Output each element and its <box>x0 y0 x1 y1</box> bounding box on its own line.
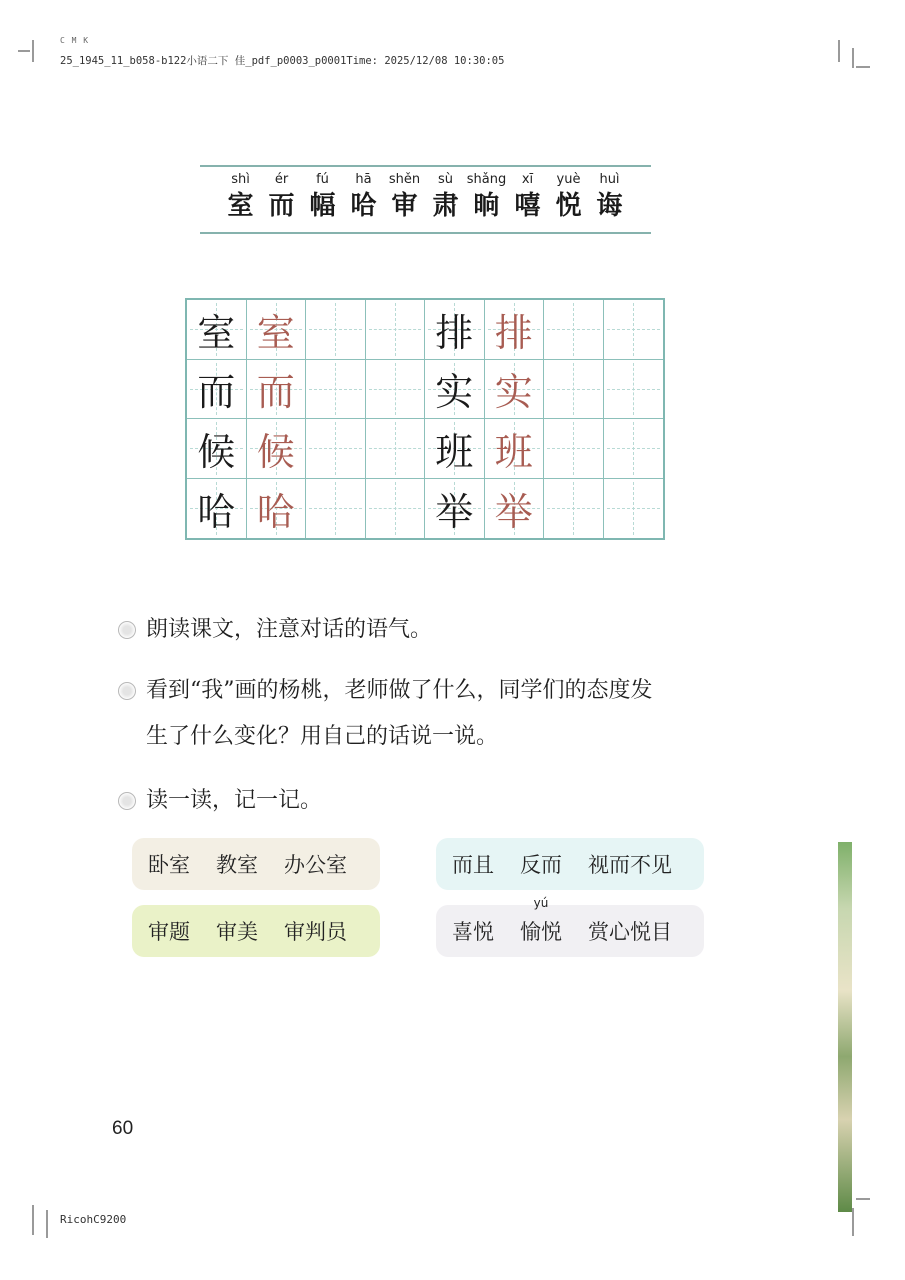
word-item: shì 室 <box>227 172 254 221</box>
grid-cell <box>306 419 366 479</box>
grid-cell: 排 <box>485 300 545 360</box>
crop-mark <box>18 50 30 52</box>
top-rule <box>200 165 651 167</box>
exercise-3: 读一读，记一记。 <box>118 778 322 824</box>
word-item: shǎng 晌 <box>466 172 507 221</box>
crop-mark <box>856 66 870 68</box>
grid-cell: 室 <box>187 300 247 360</box>
word-item: ér 而 <box>268 172 295 221</box>
writing-grid <box>185 298 665 540</box>
word-item: fú 幅 <box>309 172 336 221</box>
grid-cell <box>306 479 366 539</box>
print-file-line: 25_1945_11_b058-b122小语二下 佳_pdf_p0003_p0001Time: 2025/12/08 10:30:05 <box>60 55 505 67</box>
exercise-bullet-icon <box>118 792 136 810</box>
grid-cell <box>366 300 426 360</box>
crop-mark <box>852 48 854 68</box>
grid-cell <box>544 300 604 360</box>
grid-cell <box>604 419 664 479</box>
exercise-bullet-icon <box>118 682 136 700</box>
grid-cell: 而 <box>187 360 247 420</box>
grid-cell: 哈 <box>247 479 307 539</box>
grid-cell <box>604 360 664 420</box>
grid-cell <box>306 300 366 360</box>
word-item: xī 嘻 <box>514 172 541 221</box>
printer-label: RicohC9200 <box>60 1213 127 1226</box>
grid-cell: 哈 <box>187 479 247 539</box>
grid-cell: 候 <box>187 419 247 479</box>
grid-cell: 实 <box>425 360 485 420</box>
word-item: shěn 审 <box>388 172 421 221</box>
word-item: huì 诲 <box>596 172 623 221</box>
crop-mark <box>838 40 840 62</box>
grid-cell: 举 <box>485 479 545 539</box>
grid-cell: 班 <box>485 419 545 479</box>
crop-mark <box>32 40 34 62</box>
pinyin-annotation: yú <box>533 896 549 910</box>
grid-cell: 候 <box>247 419 307 479</box>
grid-cell: 而 <box>247 360 307 420</box>
crop-mark <box>856 1198 870 1200</box>
word-box-4: 喜悦 yú 愉悦 赏心悦目 <box>436 905 704 957</box>
grid-cell <box>366 360 426 420</box>
grid-cell <box>544 419 604 479</box>
grid-cell: 举 <box>425 479 485 539</box>
grid-cell <box>544 479 604 539</box>
page-edge-illustration <box>838 842 852 1212</box>
exercise-bullet-icon <box>118 621 136 639</box>
grid-cell <box>604 300 664 360</box>
grid-cell <box>366 479 426 539</box>
color-marks: C M K <box>60 36 90 45</box>
grid-cell: 排 <box>425 300 485 360</box>
page-number: 60 <box>112 1118 134 1139</box>
crop-mark <box>46 1210 48 1238</box>
grid-cell <box>306 360 366 420</box>
grid-cell <box>604 479 664 539</box>
word-box-2: 而且 反而 视而不见 <box>436 838 704 890</box>
word-item: sù 肃 <box>432 172 459 221</box>
bottom-rule <box>200 232 651 234</box>
crop-mark <box>32 1205 34 1235</box>
grid-cell <box>544 360 604 420</box>
grid-cell: 班 <box>425 419 485 479</box>
word-item: hā 哈 <box>350 172 377 221</box>
word-box-1: 卧室 教室 办公室 <box>132 838 380 890</box>
crop-mark <box>852 1208 854 1236</box>
grid-cell: 室 <box>247 300 307 360</box>
grid-cell: 实 <box>485 360 545 420</box>
word-box-3: 审题 审美 审判员 <box>132 905 380 957</box>
new-words-list <box>205 170 645 222</box>
exercise-1: 朗读课文，注意对话的语气。 <box>118 607 432 653</box>
exercise-2: 看到“我”画的杨桃，老师做了什么，同学们的态度发 生了什么变化？用自己的话说一说。 <box>118 668 653 760</box>
word-item: yuè 悦 <box>555 172 582 221</box>
grid-cell <box>366 419 426 479</box>
